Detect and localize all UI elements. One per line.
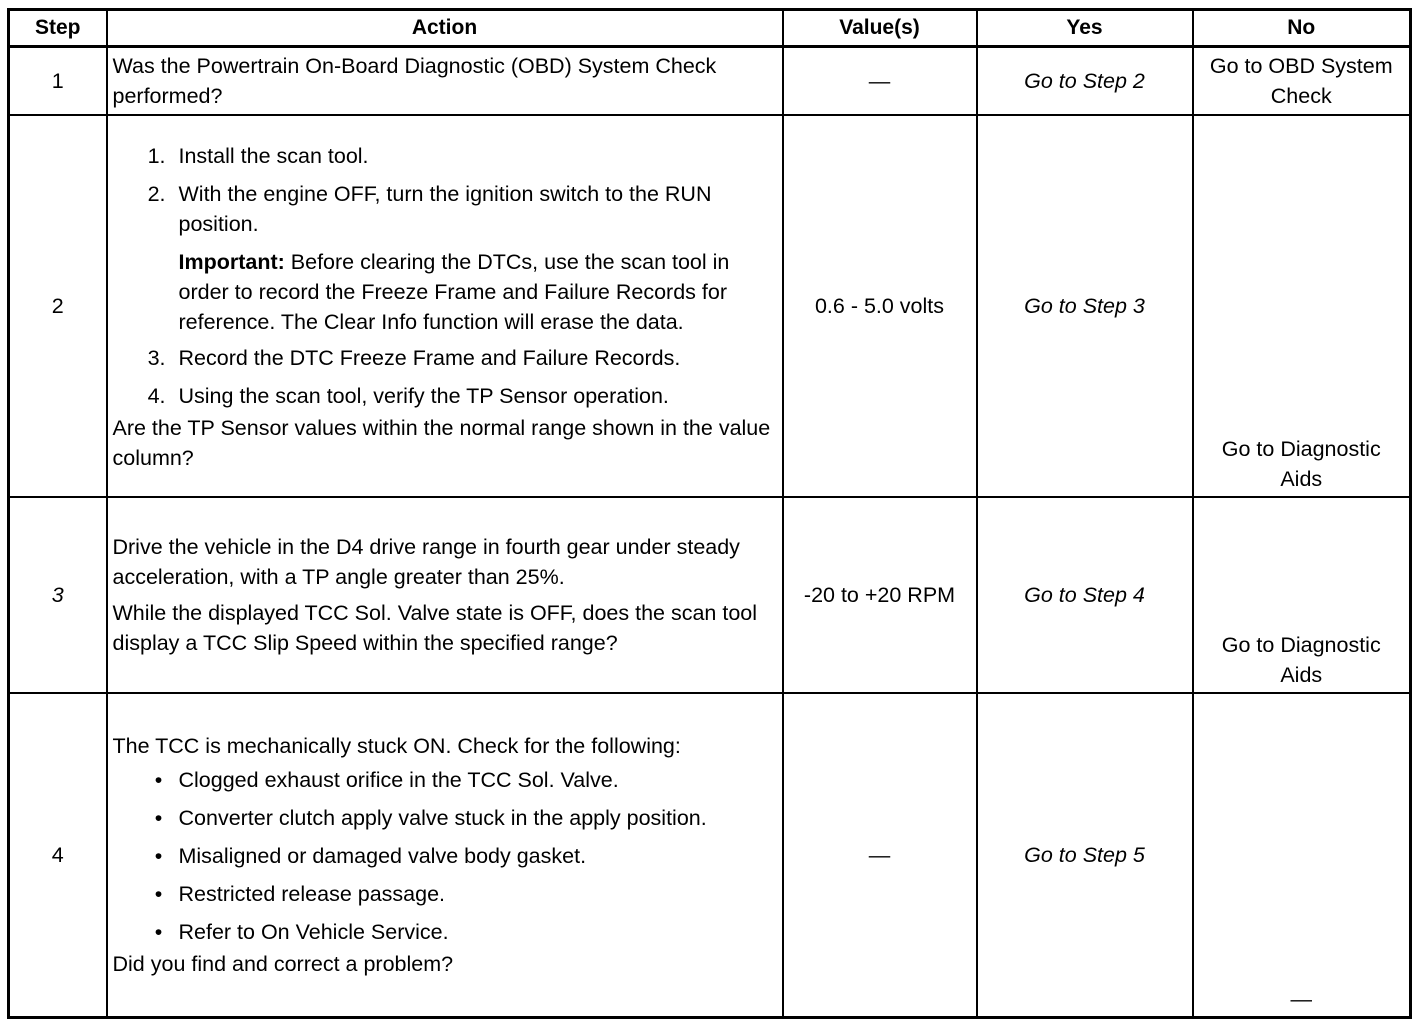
list-item <box>113 381 777 411</box>
list-number: 2. <box>147 182 166 206</box>
action-cell <box>107 47 783 116</box>
list-item <box>113 141 777 171</box>
step-number: 2 <box>9 115 107 497</box>
list-item <box>113 841 777 871</box>
action-text: Was the Powertrain On-Board Diagnostic (OBD) System Check performed? <box>112 54 717 108</box>
header-no: No <box>1193 10 1411 47</box>
question-text: Did you find and correct a problem? <box>112 952 454 976</box>
yes-link[interactable]: Go to Step 3 <box>977 115 1193 497</box>
list-item <box>113 917 777 947</box>
yes-link[interactable]: Go to Step 5 <box>977 693 1193 1018</box>
important-label: Important: <box>178 250 285 274</box>
no-link[interactable]: — <box>1193 693 1411 1018</box>
list-text: Record the DTC Freeze Frame and Failure Records. <box>178 346 681 370</box>
list-item <box>113 879 777 909</box>
table-row <box>9 693 1411 1018</box>
action-cell <box>107 693 783 1018</box>
action-text: The TCC is mechanically stuck ON. Check for the following: <box>112 734 681 758</box>
list-text: Refer to On Vehicle Service. <box>178 920 449 944</box>
procedure-list <box>113 343 777 411</box>
diagnostic-page <box>7 8 1412 1019</box>
step-number: 3 <box>9 497 107 693</box>
list-item <box>113 765 777 795</box>
header-values: Value(s) <box>783 10 977 47</box>
list-item <box>113 179 777 239</box>
list-text: With the engine OFF, turn the ignition switch to the RUN position. <box>178 182 712 236</box>
header-step: Step <box>9 10 107 47</box>
table-row <box>9 115 1411 497</box>
header-yes: Yes <box>977 10 1193 47</box>
list-text: Using the scan tool, verify the TP Sensor operation. <box>178 384 669 408</box>
list-text: Clogged exhaust orifice in the TCC Sol. Valve. <box>178 768 619 792</box>
important-note <box>113 247 777 337</box>
bullet-icon: • <box>154 882 163 906</box>
header-action: Action <box>107 10 783 47</box>
value-cell: — <box>783 47 977 116</box>
no-link[interactable]: Go to OBD System Check <box>1193 47 1411 116</box>
bullet-icon: • <box>154 806 163 830</box>
question-text: While the displayed TCC Sol. Valve state is OFF, does the scan tool display a TCC Slip Speed within the specified range? <box>112 601 758 655</box>
table-row <box>9 497 1411 693</box>
list-number: 1. <box>147 144 166 168</box>
action-cell <box>107 115 783 497</box>
value-cell: -20 to +20 RPM <box>783 497 977 693</box>
list-text: Misaligned or damaged valve body gasket. <box>178 844 587 868</box>
list-text: Restricted release passage. <box>178 882 446 906</box>
bullet-icon: • <box>154 768 163 792</box>
table-row <box>9 47 1411 116</box>
action-text: Drive the vehicle in the D4 drive range in fourth gear under steady acceleration, with a TP angle greater than 25%. <box>112 535 740 589</box>
step-number: 1 <box>9 47 107 116</box>
yes-link[interactable]: Go to Step 4 <box>977 497 1193 693</box>
list-text: Converter clutch apply valve stuck in the apply position. <box>178 806 707 830</box>
important-text: Before clearing the DTCs, use the scan tool in order to record the Freeze Frame and Failure Records for reference. The Clear Info function will erase the data. <box>178 250 730 334</box>
value-cell: — <box>783 693 977 1018</box>
no-link[interactable]: Go to Diagnostic Aids <box>1193 497 1411 693</box>
action-cell <box>107 497 783 693</box>
procedure-list <box>113 141 777 239</box>
bullet-icon: • <box>154 920 163 944</box>
list-text: Install the scan tool. <box>178 144 369 168</box>
step-number: 4 <box>9 693 107 1018</box>
question-text: Are the TP Sensor values within the normal range shown in the value column? <box>112 416 771 470</box>
check-list <box>113 765 777 947</box>
list-number: 3. <box>147 346 166 370</box>
list-item <box>113 803 777 833</box>
table-header-row <box>9 10 1411 47</box>
list-item <box>113 343 777 373</box>
bullet-icon: • <box>154 844 163 868</box>
diagnostic-table <box>7 8 1412 1019</box>
yes-link[interactable]: Go to Step 2 <box>977 47 1193 116</box>
value-cell: 0.6 - 5.0 volts <box>783 115 977 497</box>
no-link[interactable]: Go to Diagnostic Aids <box>1193 115 1411 497</box>
list-number: 4. <box>147 384 166 408</box>
